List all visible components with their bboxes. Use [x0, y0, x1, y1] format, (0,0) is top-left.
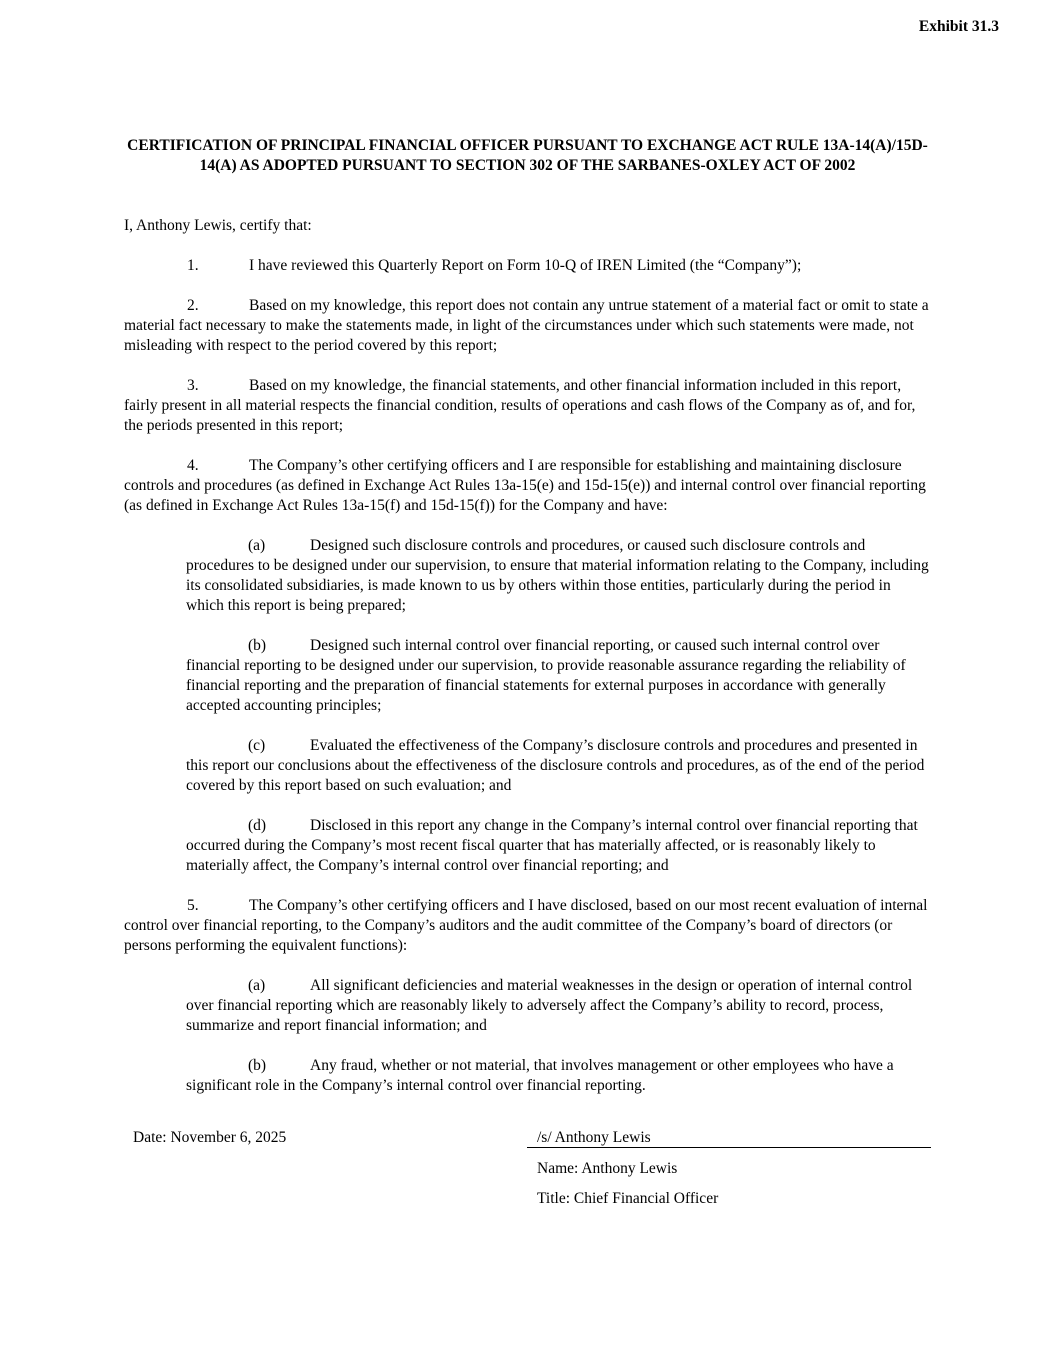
certification-item-5 — [124, 896, 931, 956]
sub-item-text: Designed such disclosure controls and procedures, or caused such disclosure controls and procedures to be designed under our supervision, to ensure that material information relating to the Company, including its consolidated subsidiaries, is made known to us by others within those entities, particularly during the period in which this report is being prepared; — [186, 537, 929, 614]
sub-item-letter: (b) — [248, 637, 267, 654]
sub-item-text: Designed such internal control over financial reporting, or caused such internal control over financial reporting to be designed under our supervision, to provide reasonable assurance regarding the reliability of financial reporting and the preparation of financial statements for external purposes in accordance with generally accepted accounting principles; — [186, 637, 906, 714]
sub-item-letter: (a) — [248, 977, 266, 994]
sub-item-4c — [186, 736, 931, 796]
item-text: Based on my knowledge, the financial statements, and other financial information included in this report, fairly present in all material respects the financial condition, results of operations and cash flows of the Company as of, and for, the periods presented in this report; — [124, 377, 916, 434]
exhibit-label: Exhibit 31.3 — [918, 18, 999, 35]
sub-item-5a — [186, 976, 931, 1036]
sub-item-text: All significant deficiencies and material weaknesses in the design or operation of internal control over financial reporting which are reasonably likely to adversely affect the Company’s ability to record, process, summarize and report financial information; and — [186, 977, 913, 1034]
item-number: 4. — [187, 457, 199, 474]
item-text: The Company’s other certifying officers and I have disclosed, based on our most recent evaluation of internal control over financial reporting, to the Company’s auditors and the audit committee of the Company’s board of directors (or persons performing the equivalent functions): — [124, 897, 928, 954]
sub-item-letter: (a) — [248, 537, 266, 554]
certification-item-2 — [124, 296, 931, 356]
certification-item-1 — [124, 256, 931, 276]
item-number: 3. — [187, 377, 199, 394]
sub-item-4b — [186, 636, 931, 716]
intro-paragraph: I, Anthony Lewis, certify that: — [124, 217, 312, 234]
sub-item-text: Disclosed in this report any change in the Company’s internal control over financial reporting that occurred during the Company’s most recent fiscal quarter that has materially affected, or is reasonably likely to materially affect, the Company’s internal control over financial reporting; and — [186, 817, 918, 874]
item-text: The Company’s other certifying officers and I are responsible for establishing and maintaining disclosure controls and procedures (as defined in Exchange Act Rules 13a-15(e) and 15d-15(e)) and internal control over financial reporting (as defined in Exchange Act Rules 13a-15(f) and 15d-15(f)) for the Company and have: — [124, 457, 926, 514]
sub-item-5b — [186, 1056, 931, 1096]
signature-line: /s/ Anthony Lewis — [527, 1128, 931, 1148]
item-number: 1. — [187, 257, 199, 274]
sub-item-4a — [186, 536, 931, 616]
signatory-title: Title: Chief Financial Officer — [537, 1190, 719, 1207]
sub-item-4d — [186, 816, 931, 876]
sub-item-letter: (c) — [248, 737, 266, 754]
signature-date: Date: November 6, 2025 — [133, 1129, 287, 1146]
certification-item-4 — [124, 456, 931, 516]
sub-item-text: Evaluated the effectiveness of the Company’s disclosure controls and procedures and presented in this report our conclusions about the effectiveness of the disclosure controls and procedures, as of the end of the period covered by this report based on such evaluation; and — [186, 737, 925, 794]
sub-item-letter: (b) — [248, 1057, 267, 1074]
item-text: Based on my knowledge, this report does not contain any untrue statement of a material fact or omit to state a material fact necessary to make the statements made, in light of the circumstances under which such statements were made, not misleading with respect to the period covered by this report; — [124, 297, 929, 354]
signature-block — [527, 1128, 931, 1209]
sub-item-text: Any fraud, whether or not material, that involves management or other employees who have a significant role in the Company’s internal control over financial reporting. — [186, 1057, 894, 1094]
document-title: CERTIFICATION OF PRINCIPAL FINANCIAL OFFICER PURSUANT TO EXCHANGE ACT RULE 13A-14(A)/15D-14(A) AS ADOPTED PURSUANT TO SECTION 302 OF THE SARBANES-OXLEY ACT OF 2002 — [127, 137, 928, 174]
sub-item-letter: (d) — [248, 817, 267, 834]
item-text: I have reviewed this Quarterly Report on Form 10-Q of IREN Limited (the “Company”); — [249, 257, 802, 274]
signatory-name: Name: Anthony Lewis — [537, 1160, 678, 1177]
certification-item-3 — [124, 376, 931, 436]
item-number: 5. — [187, 897, 199, 914]
item-number: 2. — [187, 297, 199, 314]
